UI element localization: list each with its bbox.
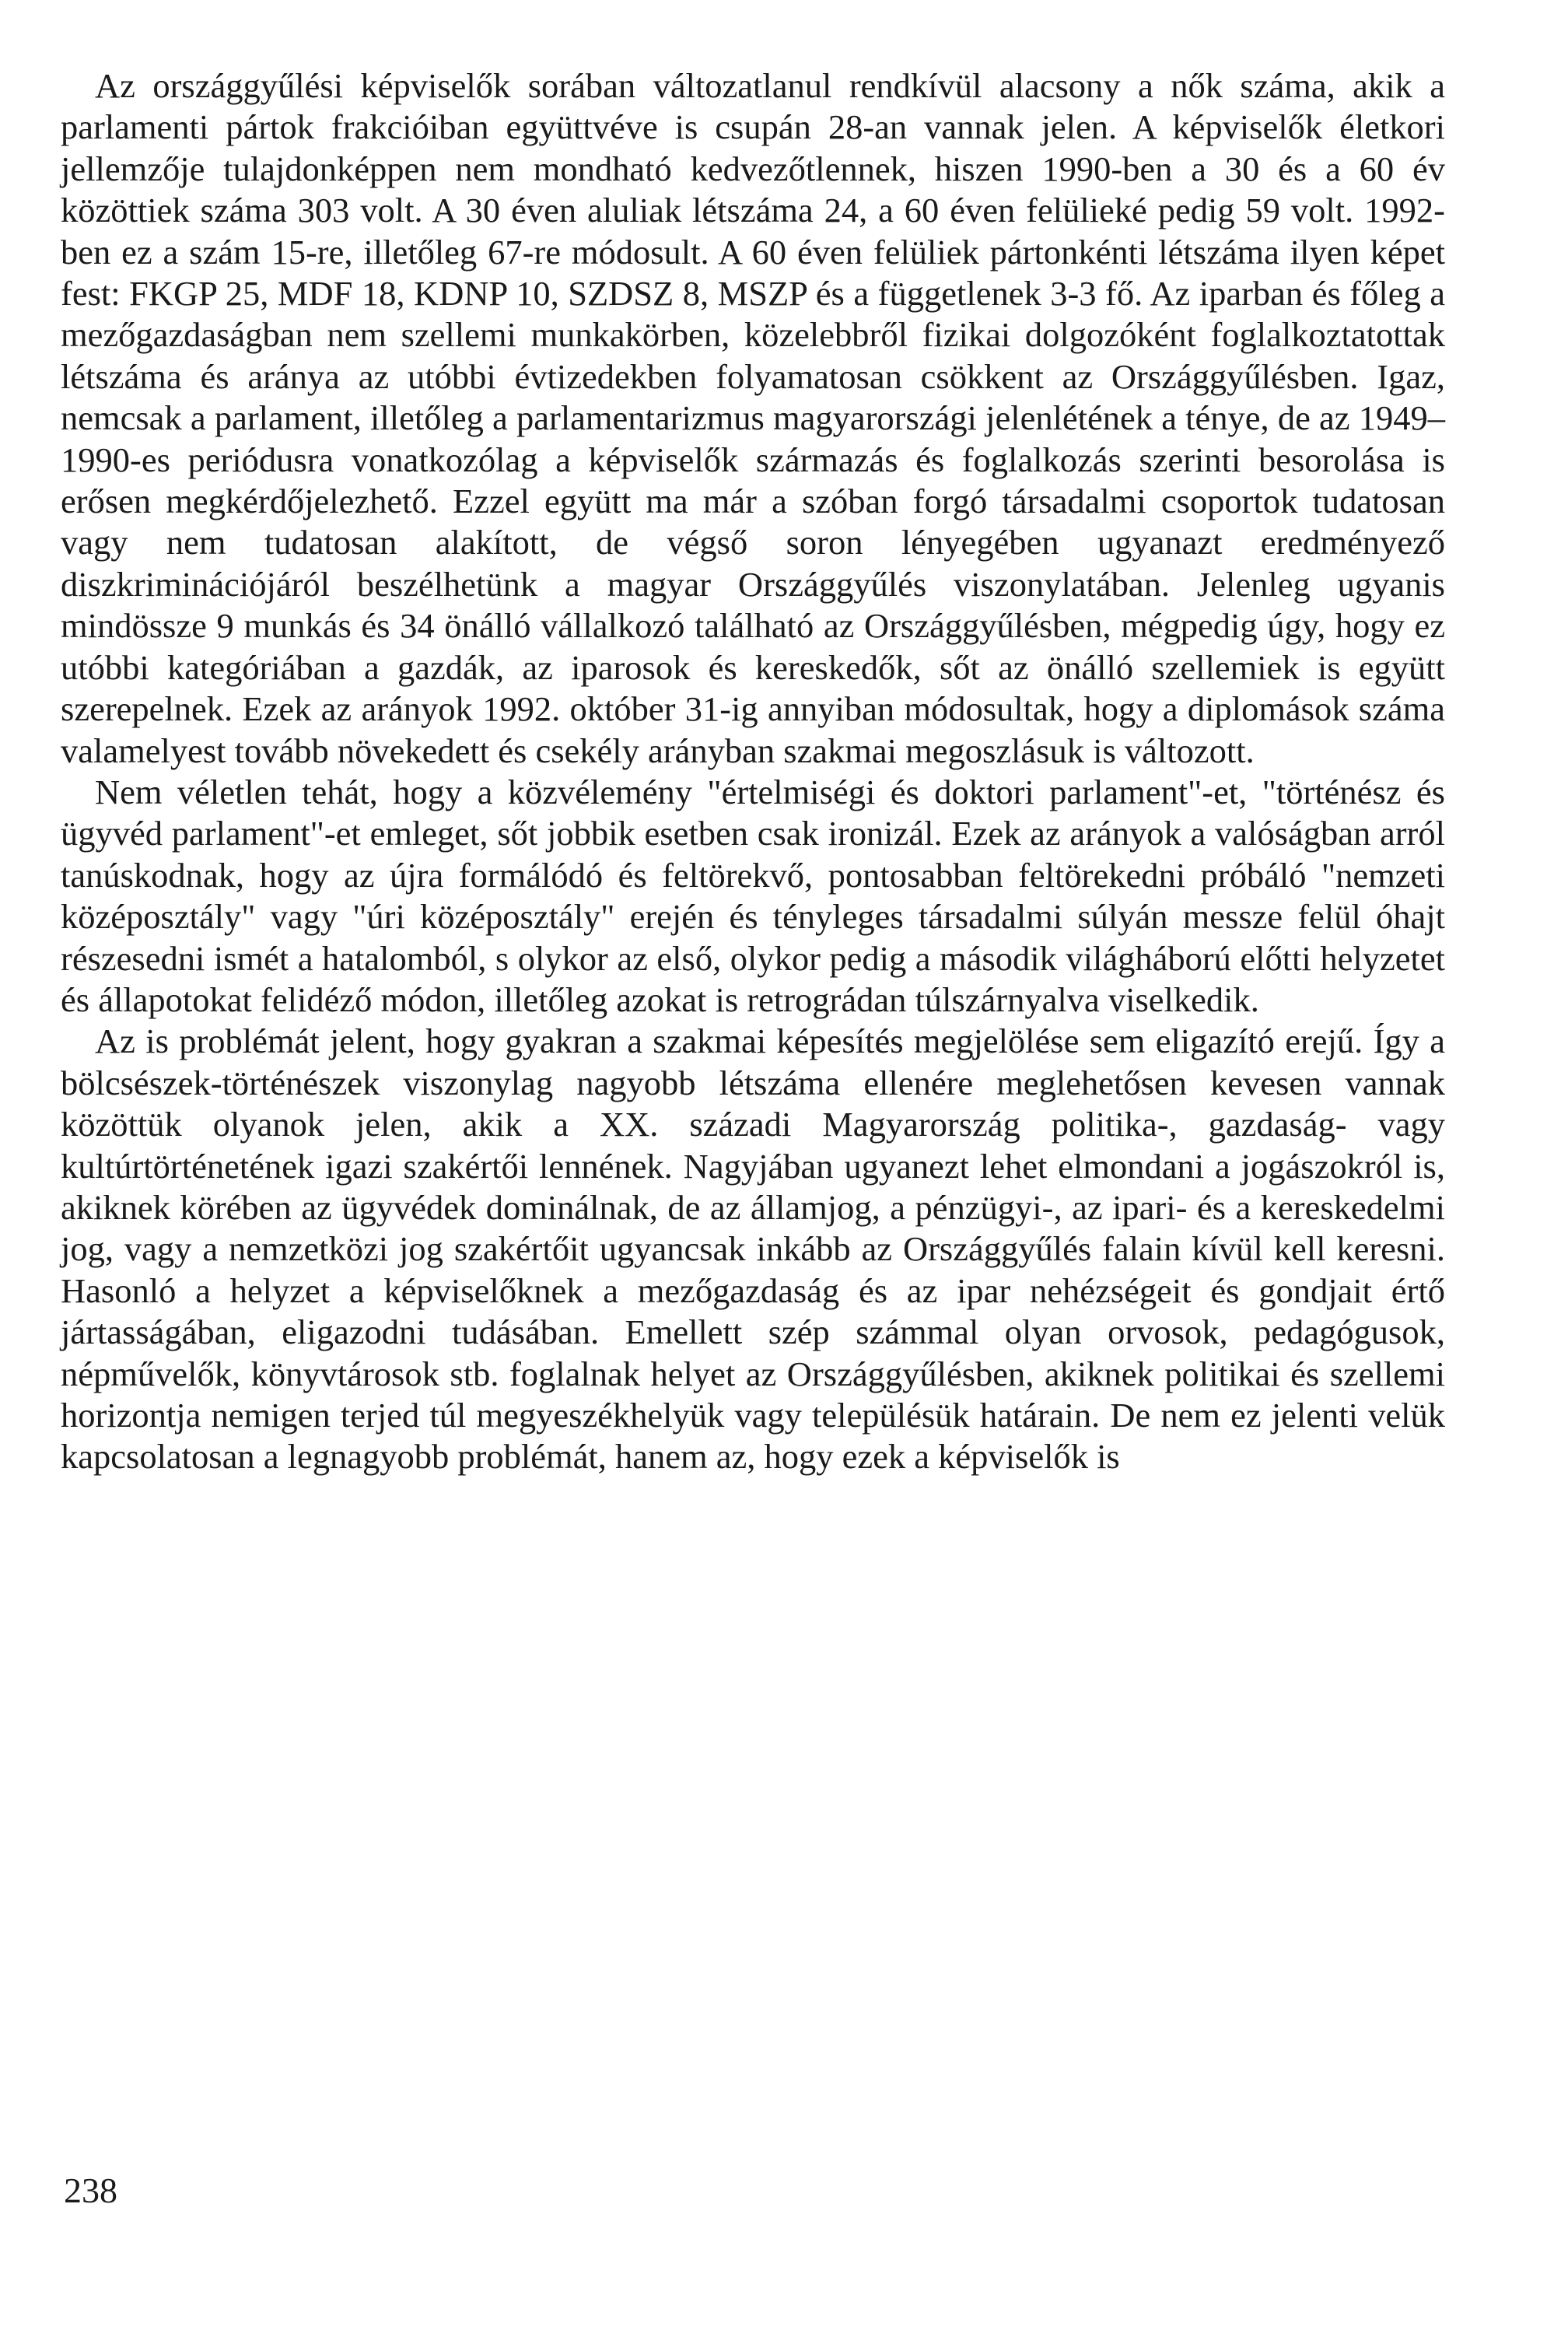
paragraph-2: Nem véletlen tehát, hogy a közvélemény "értelmiségi és doktori parlament"-et, "történész és ügyvéd parlament"-et emleget, sőt jobbik esetben csak ironizál. Ezek az arányok a valóságban arról tanúskodnak, hogy az újra formálódó és feltörekvő, pontosabban feltörekedni próbáló "nemzeti középosztály" vagy "úri középosztály" erején és tényleges társadalmi súlyán messze felül óhajt részesedni ismét a hatalomból, s olykor az első, olykor pedig a második világháború előtti helyzetet és állapotokat felidéző módon, illetőleg azokat is retrográdan túlszárnyalva viselkedik.: [61, 772, 1445, 1019]
body-text: [61, 65, 1445, 1478]
page-number: 238: [64, 2171, 117, 2210]
paragraph-3: Az is problémát jelent, hogy gyakran a szakmai képesítés megjelölése sem eligazító erejű. Így a bölcsészek-történészek viszonylag nagyobb létszáma ellenére meglehetősen kevesen vannak közöttük olyanok jelen, akik a XX. századi Magyarország politika-, gazdaság- vagy kultúrtörténetének igazi szakértői lennének. Nagyjában ugyanezt lehet elmondani a jogászokról is, akiknek körében az ügyvédek dominálnak, de az államjog, a pénzügyi-, az ipari- és a kereskedelmi jog, vagy a nemzetközi jog szakértőit ugyancsak inkább az Országgyűlés falain kívül kell keresni. Hasonló a helyzet a képviselőknek a mezőgazdaság és az ipar nehézségeit és gondjait értő jártasságában, eligazodni tudásában. Emellett szép számmal olyan orvosok, pedagógusok, népművelők, könyvtárosok stb. foglalnak helyet az Országgyűlésben, akiknek politikai és szellemi horizontja nemigen terjed túl megyeszékhelyük vagy településük határain. De nem ez jelenti velük kapcsolatosan a legnagyobb problémát, hanem az, hogy ezek a képviselők is: [61, 1021, 1445, 1477]
paragraph-1: Az országgyűlési képviselők sorában változatlanul rendkívül alacsony a nők száma, akik a parlamenti pártok frakcióiban együttvéve is csupán 28-an vannak jelen. A képviselők életkori jellemzője tulajdonképpen nem mondható kedvezőtlennek, hiszen 1990-ben a 30 és a 60 év közöttiek száma 303 volt. A 30 éven aluliak létszáma 24, a 60 éven felülieké pedig 59 volt. 1992-ben ez a szám 15-re, illetőleg 67-re módosult. A 60 éven felüliek pártonkénti létszáma ilyen képet fest: FKGP 25, MDF 18, KDNP 10, SZDSZ 8, MSZP és a függetlenek 3-3 fő. Az iparban és főleg a mezőgazdaságban nem szellemi munkakörben, közelebbről fizikai dolgozóként foglalkoztatottak létszáma és aránya az utóbbi évtizedekben folyamatosan csökkent az Országgyűlésben. Igaz, nemcsak a parlament, illetőleg a parlamentarizmus magyarországi jelenlétének a ténye, de az 1949–1990-es periódusra vonatkozólag a képviselők származás és foglalkozás szerinti besorolása is erősen megkérdőjelezhető. Ezzel együtt ma már a szóban forgó társadalmi csoportok tudatosan vagy nem tudatosan alakított, de végső soron lényegében ugyanazt eredményező diszkriminációjáról beszélhetünk a magyar Országgyűlés viszonylatában. Jelenleg ugyanis mindössze 9 munkás és 34 önálló vállalkozó található az Országgyűlésben, mégpedig úgy, hogy ez utóbbi kategóriában a gazdák, az iparosok és kereskedők, sőt az önálló szellemiek is együtt szerepelnek. Ezek az arányok 1992. október 31-ig annyiban módosultak, hogy a diplomások száma valamelyest tovább növekedett és csekély arányban szakmai megoszlásuk is változott.: [61, 66, 1445, 770]
